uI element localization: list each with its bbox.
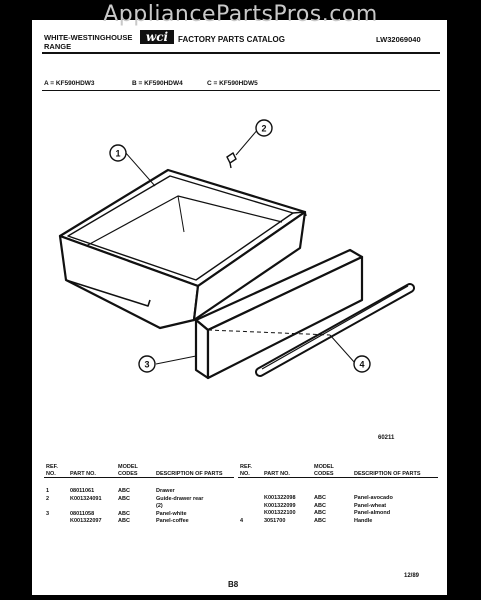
- product-type: RANGE: [44, 42, 72, 51]
- figure-code: 60211: [378, 435, 395, 441]
- table-row: K001322098 ABC Panel-avocado: [264, 495, 393, 501]
- parts-table-left: [44, 464, 234, 526]
- svg-text:2: 2: [261, 123, 267, 134]
- svg-text:1: 1: [115, 148, 121, 159]
- exploded-parts-diagram: [32, 90, 447, 450]
- header-divider: [42, 52, 440, 54]
- col-ref-no: REF. NO.: [238, 464, 262, 478]
- callout-3: [139, 356, 155, 372]
- doc-number: LW32069040: [376, 35, 421, 44]
- callout-1: [110, 145, 126, 161]
- watermark: AppliancePartsPros.com: [103, 2, 378, 27]
- model-b: B = KF590HDW4: [132, 80, 183, 87]
- table-row: 4 3051700 ABC Handle: [240, 517, 373, 524]
- logo-text: wci: [145, 30, 169, 44]
- revision-date: 12/89: [404, 573, 420, 579]
- svg-text:4: 4: [359, 359, 365, 370]
- col-description: DESCRIPTION OF PARTS: [352, 464, 438, 478]
- table-row: 1 08011061 ABC Drawer: [46, 488, 175, 494]
- table-row: (2): [156, 503, 163, 509]
- catalog-title: FACTORY PARTS CATALOG: [178, 35, 285, 44]
- parts-table-right: [238, 464, 438, 525]
- col-model-codes: MODEL CODES: [312, 464, 352, 478]
- col-part-no: PART NO.: [262, 464, 312, 478]
- table-row: 3 08011058 ABC Panel-white: [46, 510, 187, 517]
- col-description: DESCRIPTION OF PARTS: [154, 464, 234, 478]
- brand-name: WHITE-WESTINGHOUSE: [44, 33, 133, 42]
- svg-text:3: 3: [144, 359, 150, 370]
- model-a: A = KF590HDW3: [44, 80, 95, 87]
- rear-guide-part: [227, 153, 236, 168]
- callout-2: [256, 120, 272, 136]
- page-mark: B8: [228, 580, 239, 589]
- callout-4: [354, 356, 370, 372]
- col-ref-no: REF. NO.: [44, 464, 68, 478]
- col-part-no: PART NO.: [68, 464, 116, 478]
- table-row: 2 K001324091 ABC Guide-drawer rear: [46, 495, 204, 502]
- col-model-codes: MODEL CODES: [116, 464, 154, 478]
- table-row: K001322097 ABC Panel-coffee: [70, 518, 189, 524]
- table-row: K001322100 ABC Panel-almond: [264, 510, 391, 516]
- wci-logo: [140, 30, 174, 44]
- table-row: K001322099 ABC Panel-wheat: [264, 502, 387, 509]
- model-c: C = KF590HDW5: [207, 80, 258, 87]
